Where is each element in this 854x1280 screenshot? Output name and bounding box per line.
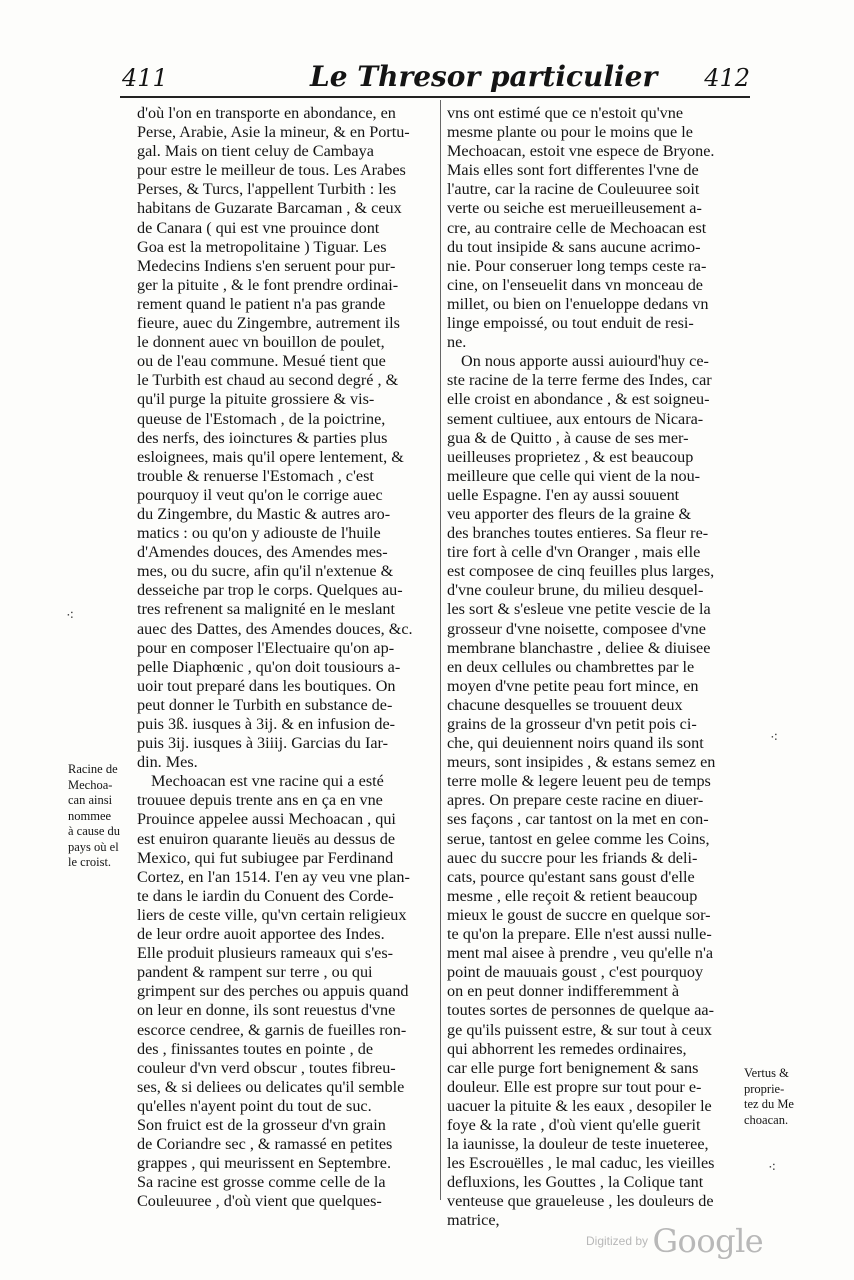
- text-line: veu apporter des fleurs de la graine &: [447, 504, 692, 523]
- text-line: Mais elles sont fort differentes l'vne de: [447, 161, 699, 180]
- text-line: grains de la grosseur d'vn petit pois ci-: [447, 715, 697, 733]
- text-line: moyen d'vne petite peau fort mince, en: [447, 676, 699, 695]
- text-line: Elle produit plusieurs rameaux qui s'es-: [137, 944, 394, 963]
- text-line: ger la pituite , & le font prendre ordinai-: [137, 275, 399, 294]
- text-line: ou de l'eau commune. Mesué tient que: [137, 352, 386, 371]
- text-line: le Turbith est chaud au second degré , &: [137, 371, 399, 390]
- text-line: millet, ou bien on l'enueloppe dedans vn: [447, 294, 709, 313]
- text-line: on en peut donner indifferemment à: [447, 982, 680, 1001]
- text-line: te dans le iardin du Conuent des Corde-: [137, 886, 394, 905]
- text-line: mesme , elle reçoit & retient beaucoup: [447, 886, 698, 905]
- text-line: puis 3ß. iusques à 3ij. & en infusion de-: [137, 715, 396, 733]
- text-line: car elle purge fort benignement & sans: [447, 1058, 699, 1077]
- text-line: pour en composer l'Electuaire qu'on ap-: [137, 638, 395, 657]
- margin-note-racine-de-mechoacan: [68, 762, 136, 871]
- left-text-column: [137, 104, 435, 1211]
- text-line: gua & de Quitto , à cause de ses mer-: [447, 428, 689, 447]
- text-line: des , finissantes toutes en pointe , de: [137, 1039, 374, 1058]
- margin-note-line: nommee: [68, 808, 112, 823]
- text-line: l'autre, car la racine de Couleuuree soit: [447, 180, 700, 199]
- margin-note-line: le croist.: [68, 855, 112, 869]
- text-line: habitans de Guzarate Barcaman , & ceux: [137, 199, 402, 218]
- margin-note-line: proprie-: [744, 1081, 785, 1096]
- text-line: qui abhorrent les remedes ordinaires,: [447, 1039, 687, 1058]
- text-line: la iaunisse, la douleur de teste inueteree,: [447, 1135, 709, 1154]
- text-line: pandent & rampent sur terre , ou qui: [137, 963, 373, 982]
- margin-note-line: Vertus &: [744, 1066, 789, 1080]
- text-line: d'Amendes douces, des Amendes mes-: [137, 543, 388, 562]
- text-line: grimpent sur des perches ou appuis quand: [137, 982, 409, 1001]
- text-line: elle croist en abondance , & est soigneu-: [447, 390, 710, 409]
- running-title: Le Thresor particulier: [310, 60, 658, 93]
- text-line: grosseur d'vne noisette, composee d'vne: [447, 619, 706, 638]
- google-logo: Google: [652, 1222, 764, 1260]
- text-line: cats, pource qu'estant sans goust d'elle: [447, 867, 695, 886]
- text-line: du tout insipide & sans aucune acrimo-: [447, 237, 701, 256]
- text-line: gal. Mais on tient celuy de Cambaya: [137, 142, 374, 161]
- text-line: d'où l'on en transporte en abondance, en: [137, 104, 396, 122]
- margin-ornament-mark: ⁖: [66, 608, 75, 624]
- text-line: couleur d'vn verd obscur , toutes fibreu-: [137, 1058, 396, 1077]
- text-line: Prouince appelee aussi Mechoacan , qui: [137, 810, 396, 829]
- text-line: matrice,: [447, 1211, 500, 1230]
- page-number-right: 412: [704, 64, 750, 92]
- text-line: qu'elles n'ayent point du tout de suc.: [137, 1096, 372, 1115]
- text-line: desseiche par trop le corps. Quelques au-: [137, 581, 403, 600]
- text-line: toutes sortes de personnes de quelque aa-: [447, 1001, 715, 1020]
- text-line: che, qui deuiennent noirs quand ils sont: [447, 734, 704, 753]
- text-line: matics : ou qu'on y adiouste de l'huile: [137, 524, 381, 543]
- margin-note-line: choacan.: [744, 1112, 789, 1127]
- margin-note-line: pays où el: [68, 839, 119, 854]
- text-line: chacune desquelles se trouuent deux: [447, 695, 683, 714]
- text-line: Son fruict est de la grosseur d'vn grain: [137, 1115, 386, 1134]
- margin-note-vertus-du-mechoacan: [744, 1066, 824, 1128]
- text-line: de Coriandre sec , & ramassé en petites: [137, 1135, 393, 1154]
- text-line: Mexico, qui fut subiugee par Ferdinand: [137, 848, 394, 867]
- text-line: Goa est la metropolitaine ) Tiguar. Les: [137, 237, 387, 256]
- text-line: queuse de l'Estomach , de la poictrine,: [137, 409, 386, 428]
- text-line: cre, au contraire celle de Mechoacan est: [447, 218, 707, 237]
- column-divider: [440, 100, 441, 1200]
- text-line: puis 3ij. iusques à 3iiij. Garcias du Iar-: [137, 734, 388, 753]
- text-line: Perses, & Turcs, l'appellent Turbith : les: [137, 180, 397, 199]
- text-line: des branches toutes entieres. Sa fleur re-: [447, 524, 709, 543]
- text-line: trouuee depuis trente ans en ça en vne: [137, 791, 383, 810]
- text-line: mes, ou du sucre, afin qu'il n'extenue &: [137, 562, 394, 581]
- text-line: ses, & si deliees ou delicates qu'il semble: [137, 1077, 405, 1096]
- text-line: meilleure que celle qui vient de la nou-: [447, 466, 701, 485]
- margin-ornament-mark: ⁖: [770, 730, 779, 746]
- text-line: verte ou seiche est merueilleusement a-: [447, 199, 702, 218]
- text-line: pour estre le meilleur de tous. Les Arabes: [137, 161, 406, 180]
- text-line: Perse, Arabie, Asie la mineur, & en Portu-: [137, 123, 410, 142]
- text-line: membrane blanchastre , deliee & diuisee: [447, 638, 711, 657]
- text-line: ne.: [447, 333, 467, 352]
- text-line: auec du succre pour les friands & deli-: [447, 848, 698, 867]
- text-line: mieux le goust de succre en quelque sor-: [447, 905, 711, 924]
- page-header: [110, 60, 750, 96]
- text-line: pelle Diaphœnic , qu'on doit tousiours a-: [137, 657, 401, 676]
- text-line: ge qu'ils puissent estre, & sur tout à ceux: [447, 1020, 713, 1039]
- text-line: uelle Espagne. I'en ay aussi souuent: [447, 485, 680, 504]
- text-line: douleur. Elle est propre sur tout pour e-: [447, 1077, 702, 1096]
- text-line: liers de ceste ville, qu'vn certain religieux: [137, 905, 407, 924]
- text-line: uacuer la pituite & les eaux , desopiler le: [447, 1096, 712, 1115]
- text-line: uoir tout preparé dans les boutiques. On: [137, 676, 396, 695]
- text-line: vns ont estimé que ce n'estoit qu'vne: [447, 104, 684, 122]
- header-rule: [120, 96, 750, 98]
- text-line: din. Mes.: [137, 753, 198, 772]
- text-line: serue, tantost en gelee comme les Coins,: [447, 829, 710, 848]
- text-line: foye & la rate , d'où vient qu'elle guerit: [447, 1115, 701, 1134]
- text-line: escorce cendree, & garnis de fueilles ron-: [137, 1020, 407, 1039]
- text-line: te qu'on la prepare. Elle n'est aussi nulle-: [447, 925, 712, 944]
- text-line: Couleuuree , d'où vient que quelques-: [137, 1192, 382, 1211]
- text-line: trouble & renuerse l'Estomach , c'est: [137, 466, 374, 485]
- margin-ornament-mark: ⁖: [768, 1160, 777, 1176]
- text-line: de leur ordre auoit apportee des Indes.: [137, 925, 385, 944]
- margin-note-line: à cause du: [68, 824, 121, 838]
- text-line: esloignees, mais qu'il opere lentement, &: [137, 447, 404, 466]
- text-line: ment mal aisee à prendre , veu qu'elle n'a: [447, 944, 714, 963]
- margin-note-line: tez du Me: [744, 1097, 794, 1111]
- text-line: Mechoacan est vne racine qui a esté: [151, 772, 384, 791]
- text-line: tres refrenent sa malignité en le meslant: [137, 600, 395, 619]
- digitized-by-label: Digitized by: [586, 1234, 649, 1248]
- text-line: le donnent auec vn bouillon de poulet,: [137, 333, 385, 352]
- text-line: ueilleuses proprietez , & est beaucoup: [447, 447, 694, 466]
- text-line: auec des Dattes, des Amendes douces, &c.: [137, 619, 413, 638]
- text-line: point de mauuais goust , c'est pourquoy: [447, 963, 704, 982]
- text-line: ste racine de la terre ferme des Indes, car: [447, 371, 712, 390]
- margin-note-line: Racine de: [68, 762, 118, 776]
- text-line: nie. Pour conseruer long temps ceste ra-: [447, 256, 707, 275]
- text-line: Cortez, en l'an 1514. I'en ay veu vne plan-: [137, 867, 410, 886]
- right-text-column: [447, 104, 743, 1231]
- margin-note-line: Mechoa-: [68, 777, 113, 792]
- text-line: Sa racine est grosse comme celle de la: [137, 1173, 386, 1192]
- text-line: tire fort à celle d'vn Oranger , mais elle: [447, 543, 701, 562]
- text-line: fieure, auec du Zingembre, autrement ils: [137, 314, 400, 333]
- text-line: ses façons , car tantost on la met en con-: [447, 810, 709, 829]
- text-line: Medecins Indiens s'en seruent pour pur-: [137, 256, 396, 275]
- text-line: sement cultiuee, aux entours de Nicara-: [447, 409, 704, 428]
- text-line: est composee de cinq feuilles plus larges,: [447, 562, 715, 581]
- margin-note-line: can ainsi: [68, 793, 113, 807]
- page-number-left: 411: [122, 64, 168, 92]
- text-line: on leur en donne, ils sont reuestus d'vne: [137, 1001, 396, 1020]
- text-line: defluxions, les Gouttes , la Colique tant: [447, 1173, 704, 1192]
- text-line: des nerfs, des ioinctures & parties plus: [137, 428, 388, 447]
- text-line: mesme plante ou pour le moins que le: [447, 123, 693, 142]
- text-line: les sort & s'esleue vne petite vescie de la: [447, 600, 711, 619]
- text-line: linge empoissé, ou tout enduit de resi-: [447, 314, 694, 333]
- text-line: de Canara ( qui est vne prouince dont: [137, 218, 380, 237]
- text-line: apres. On prepare ceste racine en diuer-: [447, 791, 704, 810]
- text-line: peut donner le Turbith en substance de-: [137, 695, 393, 714]
- google-watermark: [586, 1222, 763, 1260]
- text-line: On nous apporte aussi auiourd'huy ce-: [461, 352, 709, 371]
- text-line: Mechoacan, estoit vne espece de Bryone.: [447, 142, 715, 161]
- text-line: pourquoy il veut qu'on le corrige auec: [137, 485, 383, 504]
- text-line: grappes , qui meurissent en Septembre.: [137, 1154, 391, 1173]
- text-line: cine, on l'enseuelit dans vn monceau de: [447, 275, 703, 294]
- text-line: d'vne couleur brune, du milieu desquel-: [447, 581, 704, 600]
- text-line: rement quand le patient n'a pas grande: [137, 294, 386, 313]
- text-line: les Escrouëlles , le mal caduc, les vieilles: [447, 1154, 715, 1173]
- text-line: du Zingembre, du Mastic & autres aro-: [137, 504, 391, 523]
- text-line: est enuiron quarante lieuës au dessus de: [137, 829, 396, 848]
- text-line: en deux cellules ou chambrettes par le: [447, 657, 695, 676]
- text-line: terre molle & legere leuent peu de temps: [447, 772, 711, 791]
- text-line: meurs, sont insipides , & estans semez en: [447, 753, 716, 772]
- text-line: venteuse que graueleuse , les douleurs de: [447, 1192, 714, 1211]
- text-line: qu'il purge la pituite grossiere & vis-: [137, 390, 375, 409]
